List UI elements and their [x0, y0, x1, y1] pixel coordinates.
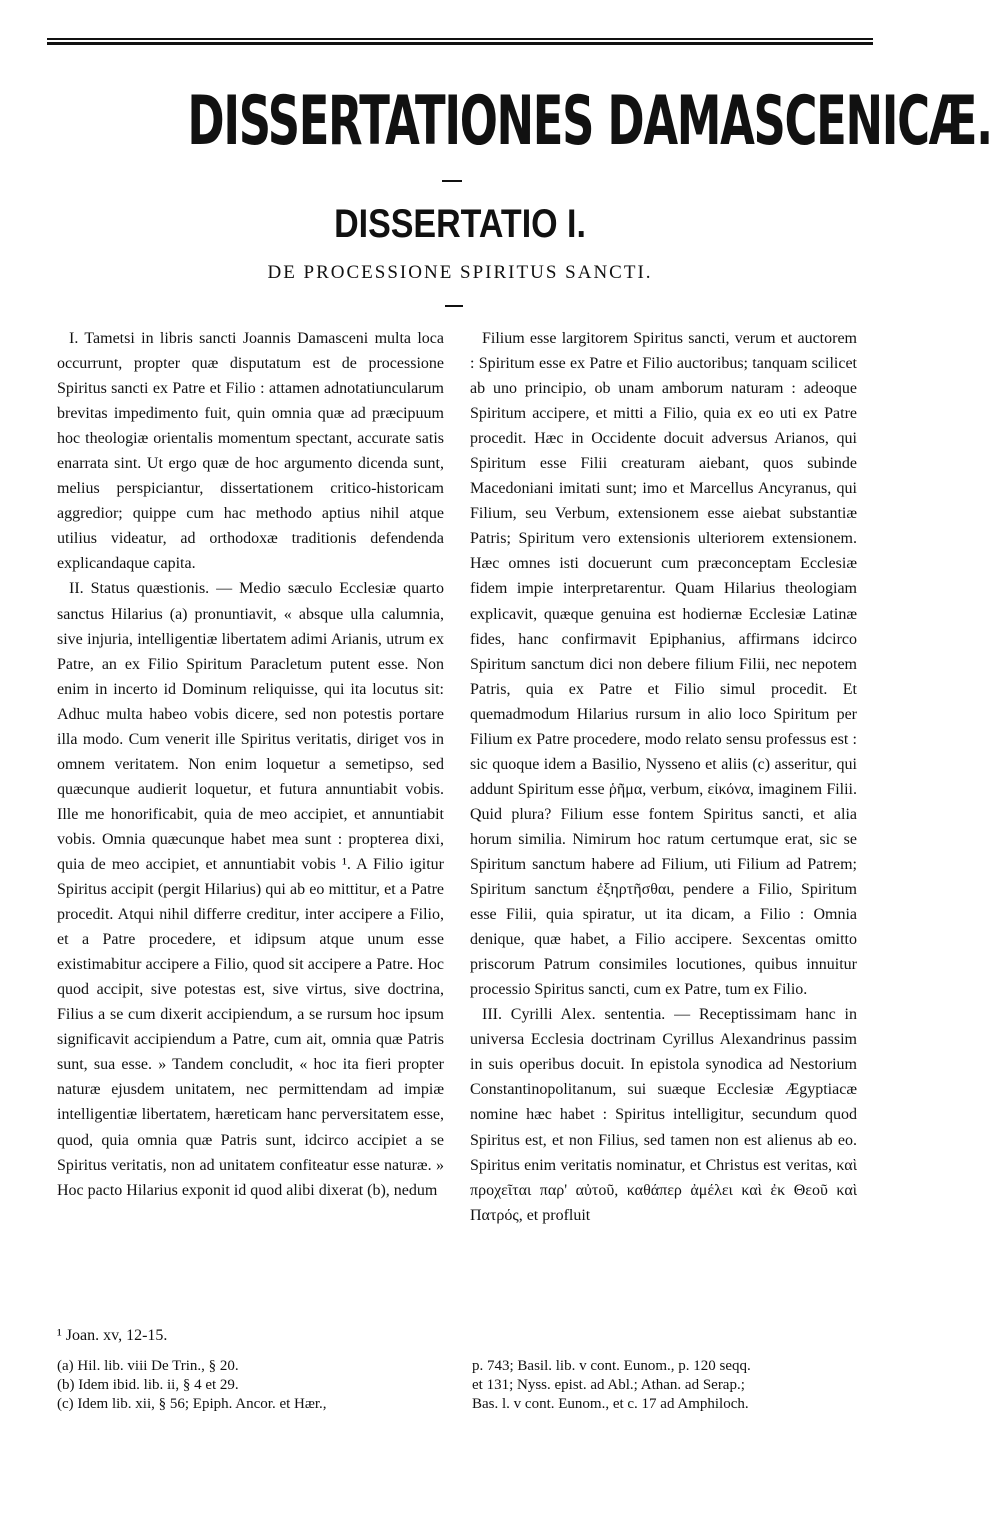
- note-a: (a) Hil. lib. viii De Trin., § 20.: [57, 1358, 239, 1374]
- top-rule-thin: [47, 38, 873, 40]
- notes-right: [472, 1357, 872, 1414]
- note-c-continued-3: Bas. l. v cont. Eunom., et c. 17 ad Amphiloch.: [472, 1396, 749, 1412]
- paragraph-1: I. Tametsi in libris sancti Joannis Damasceni multa loca occurrunt, propter quæ disputatum est de processione Spiritus sancti ex Patre et Filio : attamen adnotatiuncularum brevitas impedimento fuit, quin omnia quæ ad præcipuum hoc theologiæ orientalis momentum spectant, accurate satis enarrata sint. Ut ergo quæ de hoc argumento dicenda sunt, melius perspiciantur, dissertationem critico-historicam aggredior; quippe cum hac methodo aptius nihil atque utilius videatur, ad orthodoxæ traditionis defendenda explicandaque capita.: [57, 330, 444, 573]
- note-c-continued-2: et 131; Nyss. epist. ad Abl.; Athan. ad Serap.;: [472, 1377, 745, 1393]
- top-double-rule: [47, 38, 873, 47]
- notes-left: [57, 1357, 452, 1414]
- paragraph-3: III. Cyrilli Alex. sententia. — Receptissimam hanc in universa Ecclesia doctrinam Cyrillus Alexandrinus passim in suis operibus docuit. In epistola synodica ad Nestorium Constantinopolitanum, sui suæque Ecclesiæ Ægyptiacæ nomine hæc habet : Spiritus intelligitur, secundum quod Spiritus est, et non Filius, sed tamen non est alienus ab eo. Spiritus enim veritatis nominatur, et Christus est veritas, καὶ προχεῖται παρ' αὐτοῦ, καθάπερ ἀμέλει καὶ ἐκ Θεοῦ καὶ Πατρός, et profluit: [470, 1006, 857, 1224]
- text-column-right: [470, 326, 857, 1228]
- note-b: (b) Idem ibid. lib. ii, § 4 et 29.: [57, 1377, 239, 1393]
- top-rule-thick: [47, 42, 873, 45]
- title-separator: [442, 180, 462, 182]
- text-column-left: [57, 326, 444, 1203]
- paragraph-2: II. Status quæstionis. — Medio sæculo Ecclesiæ quarto sanctus Hilarius (a) pronuntiavit, « absque ulla calumnia, sive injuria, intelligentiæ libertatem adimi Arianis, utrum ex Patre, an ex Filio Spiritum Paracletum putent esse. Non enim in incerto id Dominum reliquisse, qui ita locutus sit: Adhuc multa habeo vobis dicere, sed non potestis portare illa modo. Cum venerit ille Spiritus veritatis, diriget vos in omnem veritatem. Non enim loquetur a semetipso, sed quæcunque audierit loquetur, et futura annuntiabit vobis. Ille me honorificabit, quia de meo accipiet, et annuntiabit vobis. Omnia quæcunque habet mea sunt : propterea dixi, quia de meo accipiet, et annuntiabit vobis ¹. A Filio igitur Spiritus accipit (pergit Hilarius) qui ab eo mittitur, et a Patre procedit. Atqui nihil differre creditur, inter accipere a Filio, et a Patre procedere, et idipsum atque unum esse existimabitur accipere a Filio, quod sit accipere a Patre. Hoc quod accipit, sive potestas est, sive virtus, sive doctrina, Filius a se cum dixerit accipiendum, a se rursum hoc ipsum significavit accipiendum a Patre, cum ait, omnia quæ Patris sunt, sua esse. » Tandem concludit, « hoc ita fieri propter naturæ ejusdem unitatem, nec permittendam ad impiæ intelligentiæ libertatem, hæreticam hanc perversitatem esse, quod, quia omnia quæ Patris sunt, idcirco accipiet a se Spiritus veritatis, non ad unitatem confiteatur esse naturæ. » Hoc pacto Hilarius exponit id quod alibi dixerat (b), nedum: [57, 580, 444, 1199]
- footnote: ¹ Joan. xv, 12-15.: [57, 1327, 168, 1344]
- dissertation-subtitle: DE PROCESSIONE SPIRITUS SANCTI.: [267, 262, 653, 283]
- dissertation-title: DISSERTATIO I.: [334, 202, 586, 246]
- subtitle-separator: [445, 305, 463, 307]
- note-c: (c) Idem lib. xii, § 56; Epiph. Ancor. et Hær.,: [57, 1396, 327, 1412]
- page-title: DISSERTATIONES DAMASCENICÆ.: [187, 82, 992, 161]
- note-c-continued-1: p. 743; Basil. lib. v cont. Eunom., p. 120 seqq.: [472, 1358, 751, 1374]
- paragraph-2-continued: Filium esse largitorem Spiritus sancti, verum et auctorem : Spiritum esse ex Patre et Filio auctoribus; tanquam scilicet ab uno principio, ob unam amborum naturam : adeoque Spiritum accipere, et mitti a Filio, quia ex eo uti ex Patre procedit. Hæc in Occidente docuit adversus Arianos, qui Spiritum esse Filii creaturam aiebant, quos subinde Macedoniani imitati sunt; imo et Marcellus Ancyranus, qui Filium, seu Verbum, extensionem esse aiebat substantiæ Patris; Spiritum vero extensionis ulteriorem extensionem. Hæc omnes isti docuerunt cum præconceptam Ecclesiæ fidem impie interpretarentur. Quam Hilarius theologiam explicavit, quæque genuina est hodiernæ Ecclesiæ Latinæ fides, hanc confirmavit Epiphanius, affirmans idcirco Spiritum sanctum dici non debere filium Filii, nec nepotem Patris, quia ex Patre et Filio simul procedit. Et quemadmodum Hilarius rursum in alio loco Spiritum per Filium ex Patre procedere, modo relato sensu professus est : sic quoque idem a Basilio, Nysseno et aliis (c) asseritur, qui addunt Spiritum esse ῥῆμα, verbum, εἰκόνα, imaginem Filii. Quid plura? Filium esse fontem Spiritus sancti, et alia horum similia. Nimirum hoc ratum certumque erat, sic se Spiritum sanctum habere ad Filium, uti Filium ad Patrem; Spiritum sanctum ἐξηρτῆσθαι, pendere a Filio, Spiritum esse Filii, quia spiratur, ut ita dicam, a Filio : Omnia denique, quæ habet, a Filio accipere. Sexcentas omitto priscorum Patrum consimiles locutiones, quibus innuitur processio Spiritus sancti, cum ex Patre, tum ex Filio.: [470, 330, 857, 999]
